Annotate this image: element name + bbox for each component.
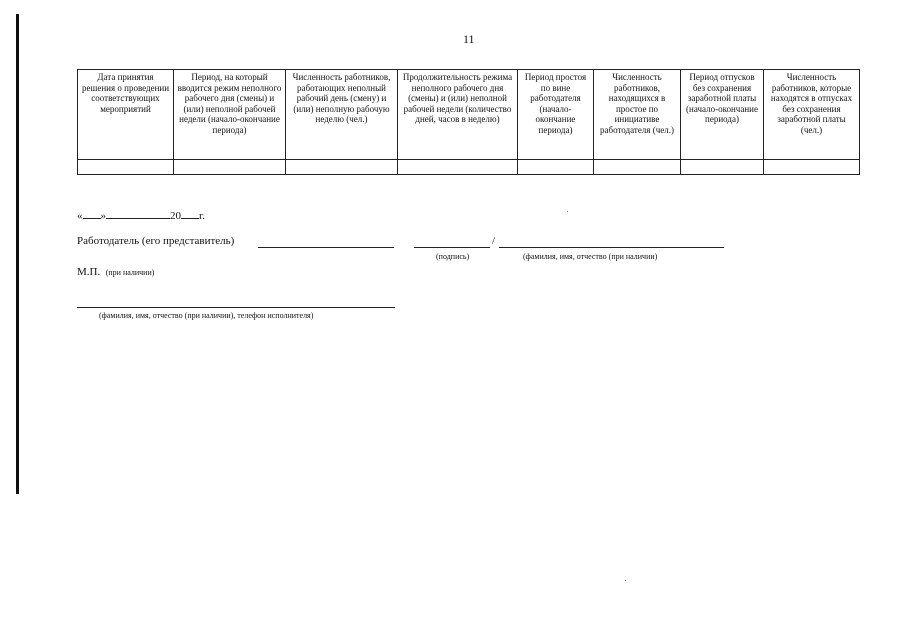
scan-speck <box>567 211 568 212</box>
executor-line[interactable] <box>77 307 395 308</box>
header-part-time-duration: Продолжительность режима неполного рабочего дня (смены) и (или) неполной рабочей недели (количество дней, часов в неделю) <box>398 70 518 160</box>
stamp-placeholder <box>77 266 154 278</box>
table-row <box>78 160 860 175</box>
table-cell[interactable] <box>78 160 174 175</box>
close-quote: » <box>100 210 106 222</box>
year-prefix: 20 <box>170 210 181 222</box>
table-cell[interactable] <box>594 160 681 175</box>
month-blank[interactable] <box>106 207 170 219</box>
slash-separator: / <box>492 235 496 247</box>
executor-caption: (фамилия, имя, отчество (при наличии), телефон исполнителя) <box>99 311 314 320</box>
header-decision-date: Дата принятия решения о проведении соответствующих мероприятий <box>78 70 174 160</box>
employer-position-line[interactable] <box>258 247 394 248</box>
employer-name-line[interactable] <box>499 247 724 248</box>
header-unpaid-leave-period: Период отпусков без сохранения заработной платы (начало-окончание периода) <box>681 70 764 160</box>
stamp-label: М.П. <box>77 266 101 278</box>
open-quote: « <box>77 210 83 222</box>
table-header-row <box>78 70 860 160</box>
page-number: 11 <box>463 32 475 46</box>
date-line <box>77 207 205 222</box>
year-blank[interactable] <box>181 207 199 219</box>
header-part-time-period: Период, на который вводится режим неполного рабочего дня (смены) и (или) неполной рабочей недели (начало-окончание периода) <box>174 70 286 160</box>
table-cell[interactable] <box>174 160 286 175</box>
year-suffix: г. <box>199 210 206 222</box>
stamp-note: (при наличии) <box>105 268 155 277</box>
table-cell[interactable] <box>681 160 764 175</box>
left-margin-bar <box>16 14 19 494</box>
day-blank[interactable] <box>83 207 101 219</box>
employer-label: Работодатель (его представитель) <box>77 235 235 247</box>
scan-speck <box>625 580 626 581</box>
table-cell[interactable] <box>518 160 594 175</box>
signature-line[interactable] <box>414 247 490 248</box>
header-downtime-period: Период простоя по вине работодателя (начало-окончание периода) <box>518 70 594 160</box>
table-cell[interactable] <box>764 160 860 175</box>
header-part-time-count: Численность работников, работающих неполный рабочий день (смену) и (или) неполную рабочую неделю (чел.) <box>286 70 398 160</box>
table-cell[interactable] <box>286 160 398 175</box>
report-table <box>77 69 860 175</box>
employer-name-caption: (фамилия, имя, отчество (при наличии) <box>523 252 658 261</box>
signature-caption: (подпись) <box>436 252 470 261</box>
header-downtime-count: Численность работников, находящихся в простое по инициативе работодателя (чел.) <box>594 70 681 160</box>
table-cell[interactable] <box>398 160 518 175</box>
header-unpaid-leave-count: Численность работников, которые находятся в отпусках без сохранения заработной платы (чел.) <box>764 70 860 160</box>
